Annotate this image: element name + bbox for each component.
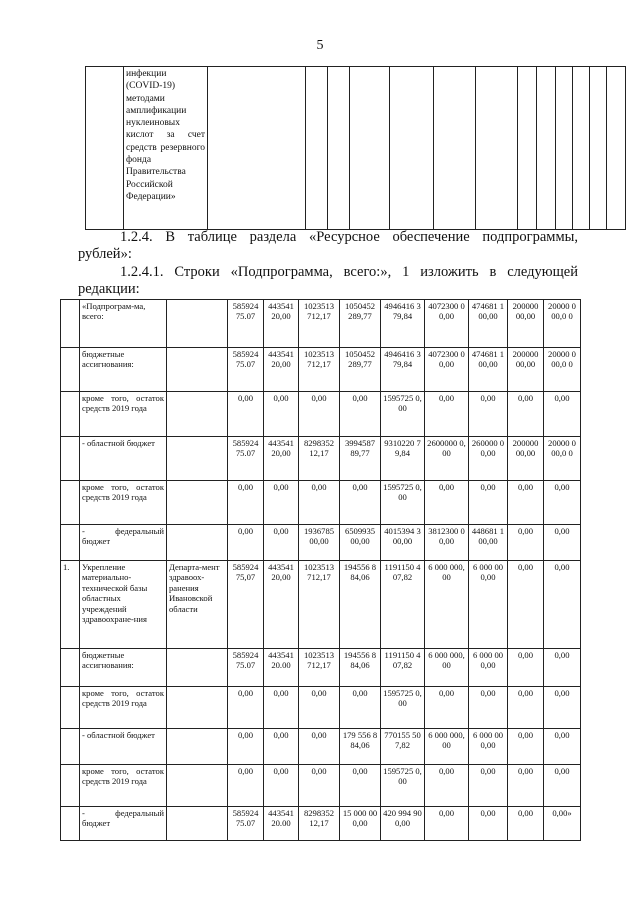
value-cell: 0,00: [425, 687, 469, 729]
row-name-cell: - областной бюджет: [80, 437, 167, 481]
value-cell: 1595725 0,00: [381, 392, 425, 437]
fragment-cell: [328, 67, 350, 230]
row-number-cell: [61, 765, 80, 807]
executor-cell: [167, 807, 228, 841]
row-number-cell: [61, 392, 80, 437]
value-cell: 2600000 0,00: [425, 437, 469, 481]
value-cell: 1023513 712,17: [299, 649, 340, 687]
value-cell: 200000 00,00: [508, 300, 544, 348]
value-cell: 0,00: [340, 765, 381, 807]
fragment-cell: [476, 67, 518, 230]
value-cell: 0,00: [544, 729, 581, 765]
value-cell: 585924 75.07: [228, 348, 264, 392]
row-number-cell: [61, 348, 80, 392]
table-row: [61, 765, 581, 807]
value-cell: 8298352 12,17: [299, 437, 340, 481]
resource-table: [60, 299, 581, 841]
value-cell: 0,00: [544, 525, 581, 561]
value-cell: 474681 100,00: [469, 348, 508, 392]
value-cell: 3994587 89,77: [340, 437, 381, 481]
row-number-cell: [61, 300, 80, 348]
value-cell: 585924 75.07: [228, 437, 264, 481]
value-cell: 0,00: [544, 649, 581, 687]
fragment-cell: [208, 67, 306, 230]
value-cell: 6 000 000,00: [425, 729, 469, 765]
fragment-cell: [573, 67, 590, 230]
value-cell: 3812300 00,00: [425, 525, 469, 561]
value-cell: 0,00: [469, 687, 508, 729]
value-cell: 6 000 000,00: [469, 729, 508, 765]
value-cell: 0,00: [264, 481, 299, 525]
value-cell: 6 000 000,00: [425, 649, 469, 687]
value-cell: 0,00»: [544, 807, 581, 841]
value-cell: 0,00: [340, 392, 381, 437]
row-name-cell: бюджетные ассигнования:: [80, 649, 167, 687]
value-cell: 200000 00,00: [508, 437, 544, 481]
value-cell: 0,00: [508, 392, 544, 437]
row-name-cell: «Подпрограм-ма, всего:: [80, 300, 167, 348]
executor-cell: [167, 481, 228, 525]
value-cell: 585924 75.07: [228, 300, 264, 348]
row-number-cell: [61, 807, 80, 841]
row-number-cell: [61, 687, 80, 729]
fragment-cell: [590, 67, 607, 230]
row-number-cell: [61, 525, 80, 561]
value-cell: 0,00: [544, 765, 581, 807]
value-cell: 194556 884,06: [340, 649, 381, 687]
executor-cell: [167, 649, 228, 687]
value-cell: 0,00: [228, 765, 264, 807]
fragment-cell: [306, 67, 328, 230]
value-cell: 0,00: [425, 392, 469, 437]
value-cell: 443541 20,00: [264, 348, 299, 392]
value-cell: 0,00: [544, 392, 581, 437]
value-cell: 0,00: [299, 392, 340, 437]
value-cell: 0,00: [264, 765, 299, 807]
value-cell: 770155 507,82: [381, 729, 425, 765]
value-cell: 4072300 00,00: [425, 300, 469, 348]
value-cell: 8298352 12,17: [299, 807, 340, 841]
value-cell: 0,00: [508, 765, 544, 807]
value-cell: 474681 100,00: [469, 300, 508, 348]
value-cell: 0,00: [228, 729, 264, 765]
row-name-cell: - областной бюджет: [80, 729, 167, 765]
fragment-cell: [86, 67, 124, 230]
row-number-cell: [61, 649, 80, 687]
table-row: [61, 807, 581, 841]
value-cell: 1595725 0,00: [381, 481, 425, 525]
value-cell: 6 000 000,00: [469, 649, 508, 687]
table-row: [61, 729, 581, 765]
value-cell: 585924 75.07: [228, 807, 264, 841]
value-cell: 1023513 712,17: [299, 348, 340, 392]
table-row: [61, 300, 581, 348]
value-cell: 6 000 000,00: [469, 561, 508, 649]
row-name-cell: Укрепление материально-технической базы областных учреждений здравоохране-ния: [80, 561, 167, 649]
executor-cell: Департа-мент здравоох-ранения Ивановской области: [167, 561, 228, 649]
value-cell: 0,00: [469, 765, 508, 807]
value-cell: 0,00: [544, 687, 581, 729]
value-cell: 1191150 407,82: [381, 649, 425, 687]
executor-cell: [167, 392, 228, 437]
row-name-cell: - федеральный бюджет: [80, 807, 167, 841]
value-cell: 0,00: [508, 807, 544, 841]
value-cell: 0,00: [508, 481, 544, 525]
value-cell: 0,00: [264, 392, 299, 437]
executor-cell: [167, 525, 228, 561]
value-cell: 20000 000,0 0: [544, 300, 581, 348]
row-name-cell: кроме того, остаток средств 2019 года: [80, 481, 167, 525]
value-cell: 9310220 79,84: [381, 437, 425, 481]
fragment-cell: [390, 67, 434, 230]
executor-cell: [167, 765, 228, 807]
row-number-cell: [61, 437, 80, 481]
row-number-cell: [61, 481, 80, 525]
executor-cell: [167, 348, 228, 392]
value-cell: 0,00: [299, 765, 340, 807]
value-cell: 0,00: [228, 392, 264, 437]
value-cell: 1050452 289,77: [340, 348, 381, 392]
value-cell: 0,00: [544, 561, 581, 649]
value-cell: 585924 75.07: [228, 649, 264, 687]
value-cell: 443541 20,00: [264, 437, 299, 481]
value-cell: 6 000 000,00: [425, 561, 469, 649]
value-cell: 1595725 0,00: [381, 765, 425, 807]
value-cell: 0,00: [508, 649, 544, 687]
fragment-cell: [434, 67, 476, 230]
table-row: [61, 561, 581, 649]
executor-cell: [167, 437, 228, 481]
value-cell: 443541 20,00: [264, 561, 299, 649]
value-cell: 443541 20,00: [264, 300, 299, 348]
fragment-cell: [537, 67, 556, 230]
value-cell: 1023513 712,17: [299, 561, 340, 649]
value-cell: 1191150 407,82: [381, 561, 425, 649]
value-cell: 0,00: [340, 481, 381, 525]
fragment-cell: [350, 67, 390, 230]
row-name-cell: - федеральный бюджет: [80, 525, 167, 561]
value-cell: 6509935 00,00: [340, 525, 381, 561]
value-cell: 0,00: [508, 687, 544, 729]
value-cell: 0,00: [228, 687, 264, 729]
executor-cell: [167, 729, 228, 765]
value-cell: 1595725 0,00: [381, 687, 425, 729]
fragment-cell: [607, 67, 626, 230]
value-cell: 448681 100,00: [469, 525, 508, 561]
value-cell: 0,00: [425, 765, 469, 807]
value-cell: 0,00: [299, 729, 340, 765]
value-cell: 443541 20.00: [264, 649, 299, 687]
value-cell: 4015394 300,00: [381, 525, 425, 561]
executor-cell: [167, 687, 228, 729]
value-cell: 0,00: [264, 729, 299, 765]
table-row: [61, 437, 581, 481]
value-cell: 0,00: [264, 687, 299, 729]
value-cell: 4946416 379,84: [381, 348, 425, 392]
value-cell: 194556 884,06: [340, 561, 381, 649]
row-name-cell: кроме того, остаток средств 2019 года: [80, 687, 167, 729]
value-cell: 0,00: [425, 807, 469, 841]
paragraph-1-2-4: 1.2.4. В таблице раздела «Ресурсное обеспечение подпрограммы, рублей»:: [78, 229, 578, 262]
value-cell: 0,00: [299, 687, 340, 729]
value-cell: 420 994 900,00: [381, 807, 425, 841]
continued-table-fragment: [85, 66, 626, 230]
value-cell: 260000 00,00: [469, 437, 508, 481]
fragment-cell: [556, 67, 573, 230]
value-cell: 0,00: [340, 687, 381, 729]
value-cell: 0,00: [228, 481, 264, 525]
executor-cell: [167, 300, 228, 348]
value-cell: 0,00: [264, 525, 299, 561]
value-cell: 20000 000,0 0: [544, 348, 581, 392]
row-name-cell: кроме того, остаток средств 2019 года: [80, 765, 167, 807]
value-cell: 443541 20.00: [264, 807, 299, 841]
table-row: [61, 687, 581, 729]
page-number: 5: [316, 38, 324, 53]
value-cell: 585924 75,07: [228, 561, 264, 649]
row-name-cell: бюджетные ассигнования:: [80, 348, 167, 392]
value-cell: 1050452 289,77: [340, 300, 381, 348]
paragraph-1-2-4-1: 1.2.4.1. Строки «Подпрограмма, всего:», 1 изложить в следующей редакции:: [78, 264, 578, 297]
value-cell: 0,00: [544, 481, 581, 525]
fragment-text: инфекции (COVID-19) методами амплификации нуклеиновых кислот за счет средств резервного фонда Правительства Российской Федерации»: [124, 67, 208, 230]
table-row: [61, 525, 581, 561]
value-cell: 0,00: [425, 481, 469, 525]
value-cell: 0,00: [508, 729, 544, 765]
value-cell: 4946416 379,84: [381, 300, 425, 348]
table-row: [61, 481, 581, 525]
value-cell: 0,00: [469, 481, 508, 525]
value-cell: 179 556 884,06: [340, 729, 381, 765]
table-row: [61, 649, 581, 687]
value-cell: 0,00: [228, 525, 264, 561]
value-cell: 1023513 712,17: [299, 300, 340, 348]
value-cell: 4072300 00,00: [425, 348, 469, 392]
row-name-cell: кроме того, остаток средств 2019 года: [80, 392, 167, 437]
value-cell: 15 000 000,00: [340, 807, 381, 841]
value-cell: 0,00: [508, 525, 544, 561]
row-number-cell: 1.: [61, 561, 80, 649]
value-cell: 0,00: [469, 807, 508, 841]
fragment-cell: [518, 67, 537, 230]
table-row: [61, 392, 581, 437]
value-cell: 1936785 00,00: [299, 525, 340, 561]
value-cell: 0,00: [508, 561, 544, 649]
value-cell: 200000 00,00: [508, 348, 544, 392]
row-number-cell: [61, 729, 80, 765]
value-cell: 20000 000,0 0: [544, 437, 581, 481]
table-row: [61, 348, 581, 392]
value-cell: 0,00: [299, 481, 340, 525]
value-cell: 0,00: [469, 392, 508, 437]
